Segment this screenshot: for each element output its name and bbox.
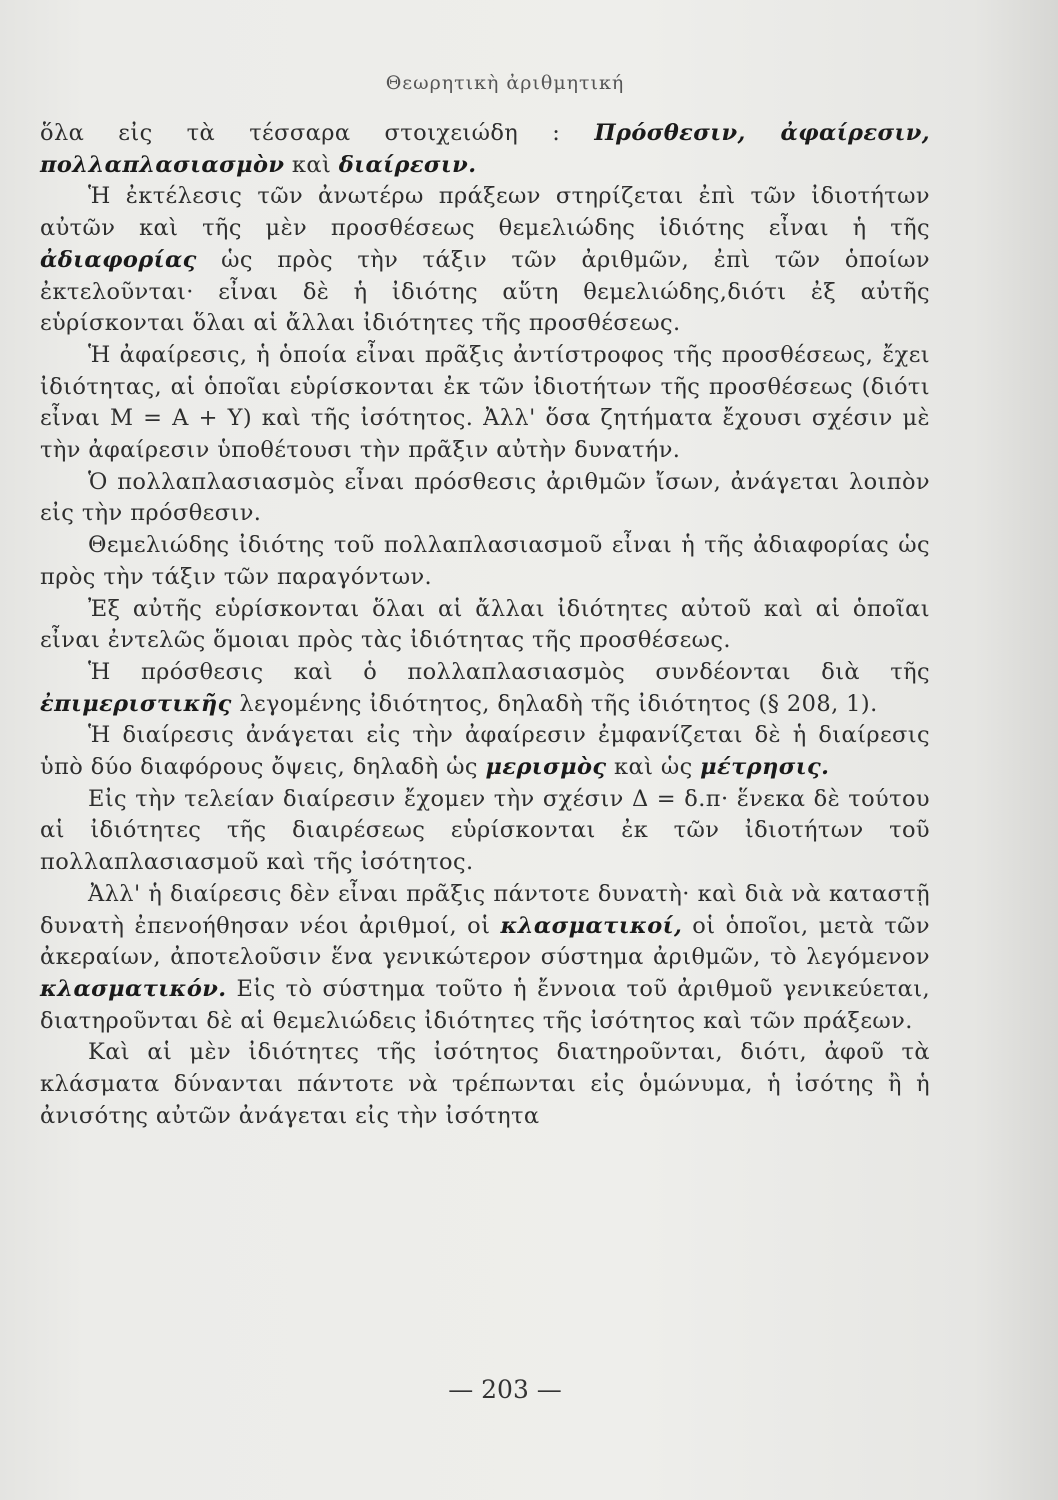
paragraph: [40, 657, 930, 720]
text-run: Θεμελιώδης ἰδιότης τοῦ πολλαπλασιασμοῦ εἶναι ἡ τῆς ἀδιαφορίας ὡς πρὸς τὴν τάξιν τῶν παραγόντων.: [40, 532, 930, 590]
text-run: Ὁ πολλαπλασιασμὸς εἶναι πρόσθεσις ἀριθμῶν ἴσων, ἀνάγεται λοιπὸν εἰς τὴν πρόσθεσιν.: [40, 468, 930, 527]
text-run: λεγομένης ἰδιότητος, δηλαδὴ τῆς ἰδιότητος (§ 208, 1).: [231, 690, 878, 717]
text-run: Ἐξ αὐτῆς εὑρίσκονται ὅλαι αἱ ἄλλαι ἰδιότητες αὐτοῦ καὶ αἱ ὁποῖαι εἶναι ἐντελῶς ὅμοιαι πρὸς τὰς ἰδιότητας τῆς προσθέσεως.: [40, 595, 930, 654]
paragraph: [40, 720, 930, 783]
emphasized-term: κλασματικοί,: [500, 912, 683, 939]
paragraph: [40, 784, 930, 879]
paragraph: [40, 1037, 930, 1132]
text-run: ὅλα εἰς τὰ τέσσαρα στοιχειώδη :: [40, 120, 595, 146]
text-run: ὡς πρὸς τὴν τάξιν τῶν ἀριθμῶν, ἐπὶ τῶν ὁποίων ἐκτελοῦνται· εἶναι δὲ ἡ ἰδιότης αὕτη θεμελιώδης,διότι ἐξ αὐτῆς εὑρίσκονται ὅλαι αἱ ἄλλαι ἰδιότητες τῆς προσθέσεως.: [40, 246, 930, 337]
emphasized-term: ἐπιμεριστικῆς: [40, 690, 232, 717]
emphasized-term: διαίρεσιν.: [338, 151, 477, 178]
emphasized-term: ἀδιαφορίας: [40, 246, 197, 273]
text-run: οἱ ὁποῖοι, μετὰ τῶν ἀκεραίων, ἀποτελοῦσιν ἕνα γενικώτερον σύστημα ἀριθμῶν, τὸ λεγόμενον: [40, 912, 930, 971]
paragraph: [40, 181, 930, 340]
text-run: Ἡ διαίρεσις ἀνάγεται εἰς τὴν ἀφαίρεσιν ἐμφανίζεται δὲ ἡ διαίρεσις ὑπὸ δύο διαφόρους ὄψεις, δηλαδὴ ὡς: [40, 722, 930, 781]
paragraph: [40, 118, 930, 181]
paragraph: [40, 467, 930, 530]
text-run: Καὶ αἱ μὲν ἰδιότητες τῆς ἰσότητος διατηροῦνται, διότι, ἀφοῦ τὰ κλάσματα δύνανται πάντοτε νὰ τρέπωνται εἰς ὁμώνυμα, ἡ ἰσότης ἢ ἡ ἀνισότης αὐτῶν ἀνάγεται εἰς τὴν ἰσότητα: [40, 1039, 930, 1129]
text-run: Ἀλλ' ἡ διαίρεσις δὲν εἶναι πρᾶξις πάντοτε δυνατὴ· καὶ διὰ νὰ καταστῇ δυνατὴ ἐπενοήθησαν νέοι ἀριθμοί, οἱ: [40, 880, 930, 939]
text-run: καὶ ὡς: [606, 754, 701, 781]
text-run: Εἰς τὸ σύστημα τοῦτο ἡ ἔννοια τοῦ ἀριθμοῦ γενικεύεται, διατηροῦνται δὲ αἱ θεμελιώδεις ἰδιότητες τῆς ἰσότητος καὶ τῶν πράξεων.: [40, 975, 930, 1034]
page-number: — 203 —: [448, 1375, 562, 1404]
paragraph: [40, 340, 930, 467]
body-text: [40, 118, 930, 1133]
paragraph: [40, 879, 930, 1038]
emphasized-term: μέτρησις.: [700, 754, 830, 781]
running-header: Θεωρητικὴ ἀριθμητική: [385, 72, 625, 94]
paragraph: [40, 594, 930, 657]
emphasized-term: κλασματικόν.: [40, 975, 227, 1002]
paragraph: [40, 530, 930, 593]
emphasized-term: μερισμὸς: [485, 754, 607, 781]
emphasized-term: Πρόσθεσιν, ἀφαίρεσιν, πολλαπλασιασμὸν: [40, 120, 930, 178]
text-run: Ἡ πρόσθεσις καὶ ὁ πολλαπλασιασμὸς συνδέονται διὰ τῆς: [88, 658, 930, 685]
text-run: καὶ: [284, 151, 339, 178]
text-run: Ἡ ἀφαίρεσις, ἡ ὁποία εἶναι πρᾶξις ἀντίστροφος τῆς προσθέσεως, ἔχει ἰδιότητας, αἱ ὁποῖαι εὑρίσκονται ἐκ τῶν ἰδιοτήτων τῆς προσθέσεως (διότι εἶναι Μ = Α + Υ) καὶ τῆς ἰσότητος. Ἀλλ' ὅσα ζητήματα ἔχουσι σχέσιν μὲ τὴν ἀφαίρεσιν ὑποθέτουσι τὴν πρᾶξιν αὐτὴν δυνατήν.: [40, 341, 930, 464]
text-run: Εἰς τὴν τελείαν διαίρεσιν ἔχομεν τὴν σχέσιν Δ = δ.π· ἕνεκα δὲ τούτου αἱ ἰδιότητες τῆς διαιρέσεως εὑρίσκονται ἐκ τῶν ἰδιοτήτων τοῦ πολλαπλασιασμοῦ καὶ τῆς ἰσότητος.: [40, 785, 930, 876]
text-run: Ἡ ἐκτέλεσις τῶν ἀνωτέρω πράξεων στηρίζεται ἐπὶ τῶν ἰδιοτήτων αὐτῶν καὶ τῆς μὲν προσθέσεως θεμελιώδης ἰδιότης εἶναι ἡ τῆς: [40, 183, 930, 242]
